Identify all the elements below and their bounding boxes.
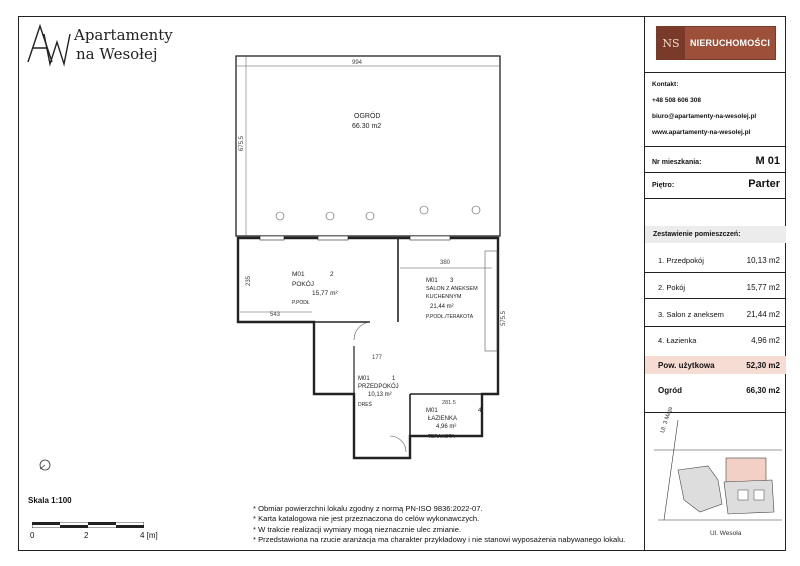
divider xyxy=(645,326,786,327)
bath-dim: 281.5 xyxy=(442,400,456,406)
agency-logo xyxy=(656,26,776,60)
scale-bar xyxy=(32,522,144,528)
agency-logo-name: NIERUCHOMOŚCI xyxy=(685,27,775,59)
svg-text:15,77 m²: 15,77 m² xyxy=(312,290,338,297)
svg-text:POKÓJ: POKÓJ xyxy=(292,281,315,288)
floor-row xyxy=(652,178,780,190)
divider xyxy=(645,172,786,173)
scale-tick-4: 4 [m] xyxy=(140,531,158,540)
divider xyxy=(645,146,786,147)
aw-monogram-icon xyxy=(24,20,72,70)
note-line: * Obmiar powierzchni lokalu zgodny z normą PN-ISO 9836:2022-07. xyxy=(253,504,483,513)
svg-text:ŁAZIENKA: ŁAZIENKA xyxy=(428,416,458,422)
total-area-label: Pow. użytkowa xyxy=(658,360,715,370)
north-arrow-icon xyxy=(38,458,52,472)
apartment-number-label: Nr mieszkania: xyxy=(652,159,702,166)
svg-text:P.PODŁ: P.PODŁ xyxy=(292,300,310,306)
room-row xyxy=(658,336,780,345)
room-2-label xyxy=(292,271,338,306)
svg-text:M01: M01 xyxy=(292,271,305,278)
dim-top: 994 xyxy=(352,60,363,66)
map-street-label: Ul. Wesoła xyxy=(710,530,742,537)
svg-text:DREŚ: DREŚ xyxy=(358,402,372,408)
svg-text:M01: M01 xyxy=(426,278,438,284)
svg-text:10,13 m²: 10,13 m² xyxy=(368,392,392,398)
apartment-walls xyxy=(238,236,498,458)
note-line: * W trakcie realizacji wymiary mogą nieznacznie ulec zmianie. xyxy=(253,524,462,534)
room-area: 15,77 m2 xyxy=(746,283,780,292)
scale-label: Skala 1:100 xyxy=(28,496,72,505)
room-row xyxy=(658,256,780,265)
svg-text:1: 1 xyxy=(392,376,396,382)
svg-text:M01: M01 xyxy=(426,408,438,414)
dim-side: 235 xyxy=(246,275,252,286)
location-map xyxy=(648,420,782,548)
svg-text:4,96 m²: 4,96 m² xyxy=(436,424,457,430)
svg-text:PRZEDPOKÓJ: PRZEDPOKÓJ xyxy=(358,384,399,390)
floor-value: Parter xyxy=(748,178,780,190)
room-3-label xyxy=(426,278,478,320)
svg-text:KUCHENNYM: KUCHENNYM xyxy=(426,294,462,300)
svg-text:SALON Z ANEKSEM: SALON Z ANEKSEM xyxy=(426,286,478,292)
scale-tick-2: 2 xyxy=(84,531,89,540)
dim-hall: 177 xyxy=(372,355,383,361)
room-row xyxy=(658,310,780,319)
garden-label: Ogród xyxy=(658,386,682,395)
contact-website[interactable]: www.apartamenty-na-wesolej.pl xyxy=(652,129,751,136)
svg-text:4: 4 xyxy=(478,408,482,414)
svg-text:TERAKOTA: TERAKOTA xyxy=(428,434,455,440)
divider xyxy=(645,298,786,299)
svg-text:21,44 m²: 21,44 m² xyxy=(430,304,454,310)
dim-room: 543 xyxy=(270,312,281,318)
room-4-label xyxy=(426,400,482,440)
rooms-heading: Zestawienie pomieszczeń: xyxy=(645,226,786,243)
svg-text:3: 3 xyxy=(450,278,454,284)
room-name: 4. Łazienka xyxy=(658,336,697,345)
divider xyxy=(645,272,786,273)
room-name: 3. Salon z aneksem xyxy=(658,310,724,319)
room-area: 4,96 m2 xyxy=(751,336,780,345)
room-row xyxy=(658,283,780,292)
apartment-number-value: M 01 xyxy=(755,155,780,167)
agency-logo-mark: NS xyxy=(657,27,685,59)
note-line: * Przedstawiona na rzucie aranżacja ma charakter przykładowy i nie stanowi wyposażenia nabywanego lokalu. xyxy=(253,535,626,545)
dim-right: 575.5 xyxy=(501,310,507,326)
svg-text:P.PODŁ./TERAKOTA: P.PODŁ./TERAKOTA xyxy=(426,314,474,320)
apartment-number-row xyxy=(652,155,780,167)
contact-heading: Kontakt: xyxy=(652,81,679,88)
floor-label: Piętro: xyxy=(652,182,675,189)
garden-area xyxy=(236,56,500,236)
total-area-value: 52,30 m2 xyxy=(746,360,780,370)
garden-name: OGRÓD xyxy=(354,113,381,120)
divider xyxy=(645,198,786,199)
room-area: 10,13 m2 xyxy=(746,256,780,265)
developer-logo xyxy=(24,20,184,72)
garden-value: 66,30 m2 xyxy=(746,386,780,395)
divider xyxy=(645,72,786,73)
dim-left: 675.5 xyxy=(239,135,245,151)
floor-plan xyxy=(230,46,520,476)
room-name: 2. Pokój xyxy=(658,283,686,292)
logo-line2: na Wesołej xyxy=(76,45,158,63)
plan-notes xyxy=(253,504,625,546)
contact-phone[interactable]: +48 508 606 308 xyxy=(652,97,701,104)
room-name: 1. Przedpokój xyxy=(658,256,704,265)
contact-email[interactable]: biuro@apartamenty-na-wesolej.pl xyxy=(652,113,757,120)
total-area-row xyxy=(645,356,786,374)
dim-mid: 380 xyxy=(440,260,451,266)
garden-area-value: 66.30 m2 xyxy=(352,123,382,130)
svg-text:2: 2 xyxy=(330,271,334,278)
scale-tick-0: 0 xyxy=(30,531,35,540)
svg-text:M01: M01 xyxy=(358,376,370,382)
logo-line1: Apartamenty xyxy=(74,26,173,44)
note-line: * Karta katalogowa nie jest przeznaczona do celów wykonawczych. xyxy=(253,514,480,524)
room-area: 21,44 m2 xyxy=(746,310,780,319)
map-street-label: Ul. 3 Maja xyxy=(660,406,675,434)
room-1-label xyxy=(358,376,399,408)
garden-row xyxy=(658,386,780,395)
